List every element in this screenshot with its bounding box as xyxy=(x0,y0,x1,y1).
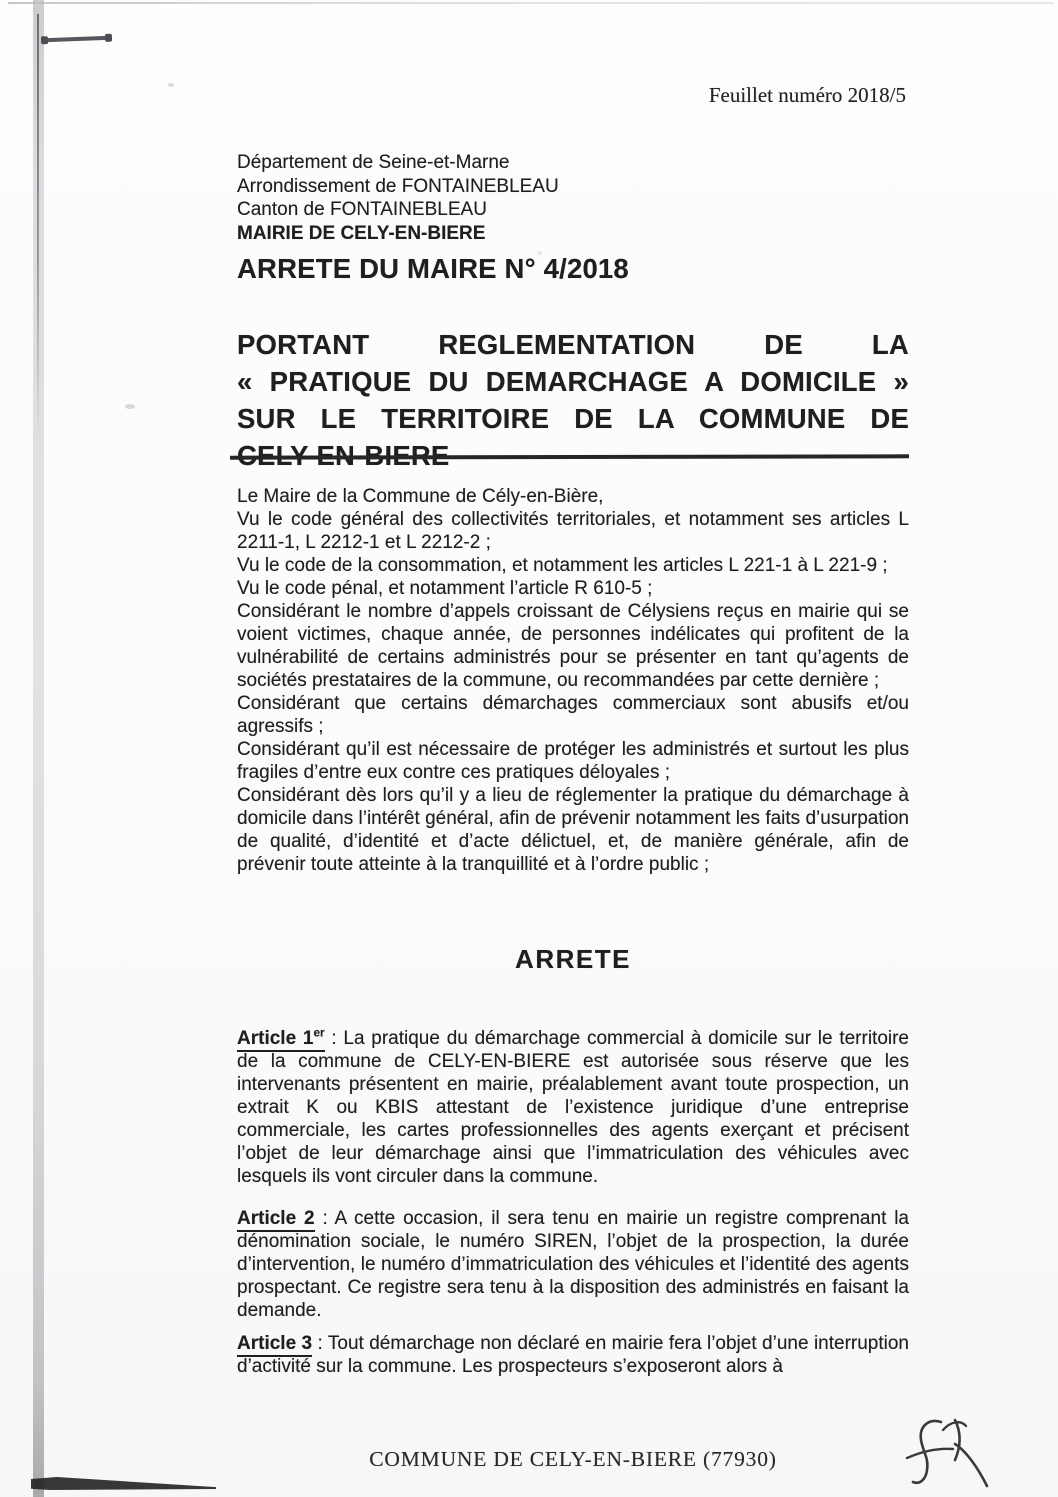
scan-corner-shadow xyxy=(31,1477,216,1490)
subtitle-line: PORTANT REGLEMENTATION DE LA xyxy=(237,329,909,360)
preamble-paragraph: Vu le code de la consommation, et notamment les articles L 221-1 à L 221-9 ; xyxy=(237,555,888,576)
scan-speck xyxy=(125,404,135,409)
header-departement: Département de Seine-et-Marne xyxy=(237,152,510,173)
document-subtitle xyxy=(237,326,909,474)
preamble-paragraph: Considérant le nombre d’appels croissant de Célysiens reçus en mairie qui se voient victimes, chaque année, de personnes indélicates qui profitent de la vulnérabilité de certains administrés pour se présenter en tant qu’agents de sociétés prestataires de la commune, ou recommandées par cette dernière ; xyxy=(237,601,909,691)
preamble-paragraph: Considérant dès lors qu’il y a lieu de réglementer la pratique du démarchage à domicile dans l’intérêt général, afin de prévenir notamment les faits d’usurpation de qualité, d’identité et d’acte délictuel, et, de manière générale, afin de prévenir toute atteinte à la tranquillité et à l’ordre public ; xyxy=(237,785,909,875)
preamble-paragraph: Vu le code général des collectivités territoriales, et notamment ses articles L 2211-1, L 2212-1 et L 2212-2 ; xyxy=(237,509,909,553)
article-1-text: La pratique du démarchage commercial à domicile sur le territoire de la commune de CELY-EN-BIERE est autorisée sous réserve que les intervenants présentent en mairie, préalablement avant toute prospection, un extrait K ou KBIS attestant de l’existence juridique d’une entreprise commerciale, les cartes professionnelles des agents exerçant et précisent l’objet de leur démarchage ainsi que l’immatriculation des véhicules avec lesquels ils vont circuler dans la commune. xyxy=(237,1028,909,1187)
subtitle-line: « PRATIQUE DU DEMARCHAGE A DOMICILE » xyxy=(237,366,909,397)
administrative-header xyxy=(237,151,559,245)
article-1-label-text: Article 1 xyxy=(237,1028,314,1049)
article-1-ordinal-sup: er xyxy=(313,1026,325,1040)
preamble-paragraph: Vu le code pénal, et notamment l’article R 610-5 ; xyxy=(237,578,653,599)
preamble-paragraph: Le Maire de la Commune de Cély-en-Bière, xyxy=(237,486,604,507)
header-arrondissement: Arrondissement de FONTAINEBLEAU xyxy=(237,175,559,197)
article-2-separator: : xyxy=(314,1208,335,1229)
signature-initials-drawing xyxy=(903,1416,995,1492)
header-canton: Canton de FONTAINEBLEAU xyxy=(237,199,487,220)
signature-initials xyxy=(903,1416,995,1492)
subtitle-line: SUR LE TERRITOIRE DE LA COMMUNE DE xyxy=(237,403,909,434)
article-2-label-text: Article 2 xyxy=(237,1208,315,1229)
header-mairie: MAIRIE DE CELY-EN-BIERE xyxy=(237,222,486,244)
article-3-label-text: Article 3 xyxy=(237,1333,313,1354)
article-1-label xyxy=(237,1028,325,1052)
article-3-separator: : xyxy=(312,1333,328,1354)
article-2-text: A cette occasion, il sera tenu en mairie un registre comprenant la dénomination sociale, le numéro SIREN, l’objet de la prospection, la durée d’intervention, le numéro d’immatriculation des véhicules et l’identité des agents prospectant. Ce registre sera tenu à la disposition des administrés en faisant la demande. xyxy=(237,1208,910,1321)
article-1-separator: : xyxy=(324,1028,344,1049)
article-3 xyxy=(237,1332,909,1378)
preamble-paragraph: Considérant que certains démarchages commerciaux sont abusifs et/ou agressifs ; xyxy=(237,693,909,737)
preamble xyxy=(237,485,909,876)
staple-mark xyxy=(45,36,109,42)
article-3-text: Tout démarchage non déclaré en mairie fera l’objet d’une interruption d’activité sur la commune. Les prospecteurs s’exposeront alors à xyxy=(237,1333,910,1377)
article-2-label xyxy=(237,1208,315,1232)
footer-commune-line: COMMUNE DE CELY-EN-BIERE (77930) xyxy=(369,1447,777,1471)
article-1 xyxy=(237,1027,909,1188)
arrete-heading: ARRETE xyxy=(515,944,631,974)
article-3-label xyxy=(237,1333,312,1357)
preamble-paragraph: Considérant qu’il est nécessaire de protéger les administrés et surtout les plus fragiles d’entre eux contre ces pratiques déloyales ; xyxy=(237,739,909,783)
article-2 xyxy=(237,1207,909,1322)
page-fold-line xyxy=(37,14,39,434)
scan-top-edge xyxy=(8,2,1054,4)
document-title: ARRETE DU MAIRE N° 4/2018 xyxy=(237,253,629,284)
sheet-number: Feuillet numéro 2018/5 xyxy=(708,83,906,107)
scan-speck xyxy=(168,83,174,87)
